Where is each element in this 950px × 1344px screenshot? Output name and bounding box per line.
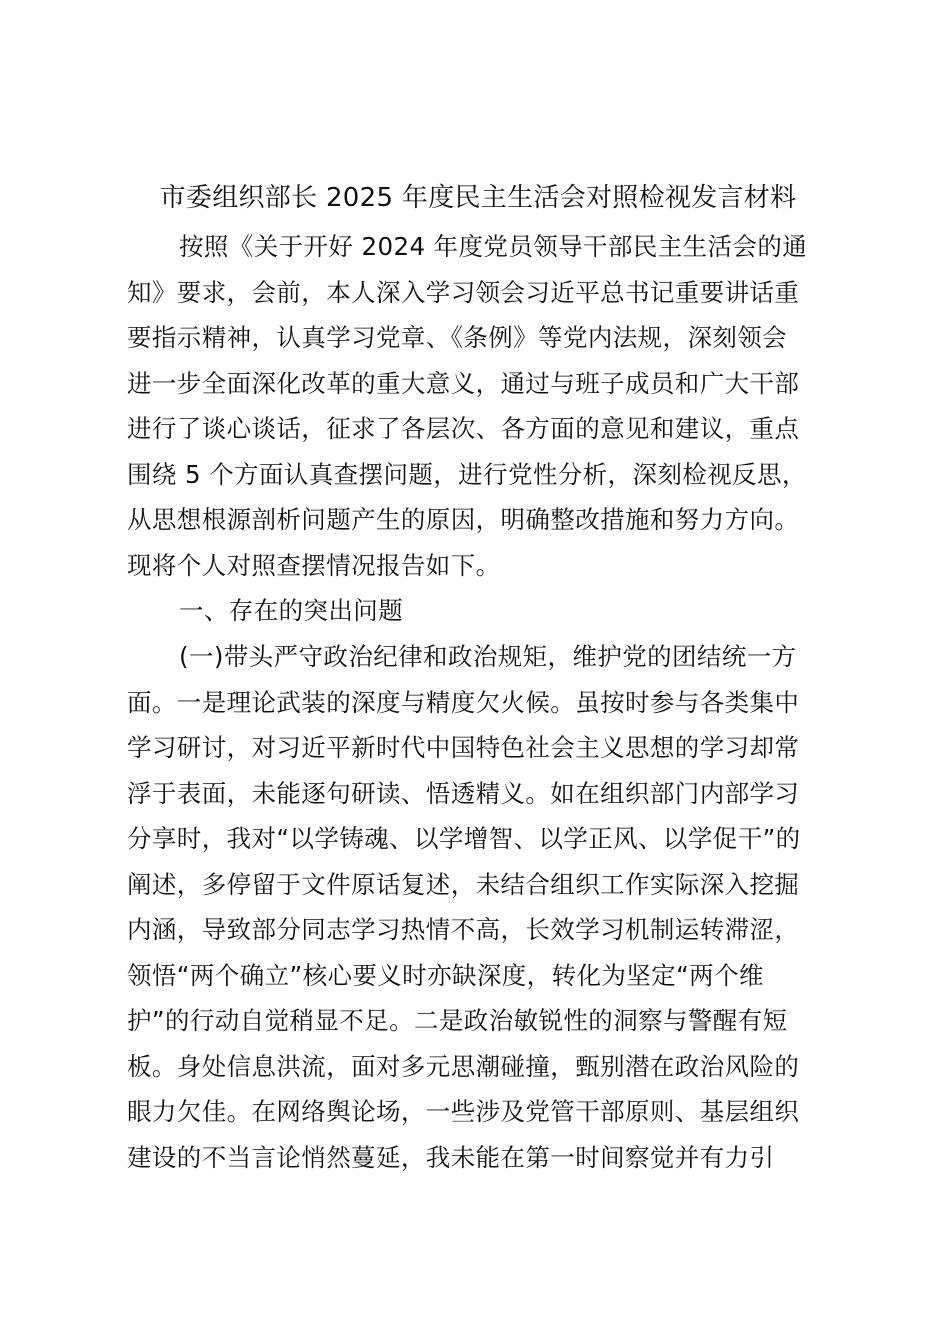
paragraph-line: 要指示精神，认真学习党章、《条例》等党内法规，深刻领会 <box>127 323 788 352</box>
paragraph-line: 护”的行动自觉稍显不足。二是政治敏锐性的洞察与警醒有短 <box>127 1006 788 1035</box>
paragraph-line: 从思想根源剖析问题产生的原因，明确整改措施和努力方向。 <box>127 505 800 534</box>
paragraph-line: 内涵，导致部分同志学习热情不高，长效学习机制运转滞涩， <box>127 915 800 944</box>
paragraph-line: 知》要求，会前，本人深入学习领会习近平总书记重要讲话重 <box>127 277 800 307</box>
paragraph-line: 现将个人对照查摆情况报告如下。 <box>127 550 501 580</box>
paragraph-line: 进一步全面深化改革的重大意义，通过与班子成员和广大干部 <box>127 368 800 398</box>
paragraph-line: (一)带头严守政治纪律和政治规矩，维护党的团结统一方 <box>179 642 797 671</box>
paragraph-line: 面。一是理论武装的深度与精度欠火候。虽按时参与各类集中 <box>127 687 800 717</box>
paragraph-line: 板。身处信息洪流，面对多元思潮碰撞，甄别潜在政治风险的 <box>127 1051 800 1081</box>
paragraph-line: 浮于表面，未能逐句研读、悟透精义。如在组织部门内部学习 <box>127 778 800 808</box>
paragraph-line: 领悟“两个确立”核心要义时亦缺深度，转化为坚定“两个维 <box>127 960 764 990</box>
section-1-paragraph <box>127 634 821 1180</box>
paragraph-line: 阐述，多停留于文件原话复述，未结合组织工作实际深入挖掘 <box>127 869 800 899</box>
paragraph-line: 建设的不当言论悄然蔓延，我未能在第一时间察觉并有力引 <box>127 1142 775 1172</box>
intro-paragraph <box>127 224 821 588</box>
section-heading <box>127 588 821 634</box>
paragraph-line: 围绕 5 个方面认真查摆问题，进行党性分析，深刻检视反思， <box>127 459 807 489</box>
paragraph-line: 学习研讨，对习近平新时代中国特色社会主义思想的学习却常 <box>127 733 800 762</box>
section-heading-text: 一、存在的突出问题 <box>179 596 404 625</box>
paragraph-line: 眼力欠佳。在网络舆论场，一些涉及党管干部原则、基层组织 <box>127 1097 800 1126</box>
paragraph-line: 分享时，我对“以学铸魂、以学增智、以学正风、以学促干”的 <box>127 824 801 853</box>
paragraph-line: 进行了谈心谈话，征求了各层次、各方面的意见和建议，重点 <box>127 414 800 443</box>
document-title: 市委组织部长 2025 年度民主生活会对照检视发言材料 <box>159 183 797 213</box>
paragraph-line: 按照《关于开好 2024 年度党员领导干部民主生活会的通 <box>179 232 808 261</box>
